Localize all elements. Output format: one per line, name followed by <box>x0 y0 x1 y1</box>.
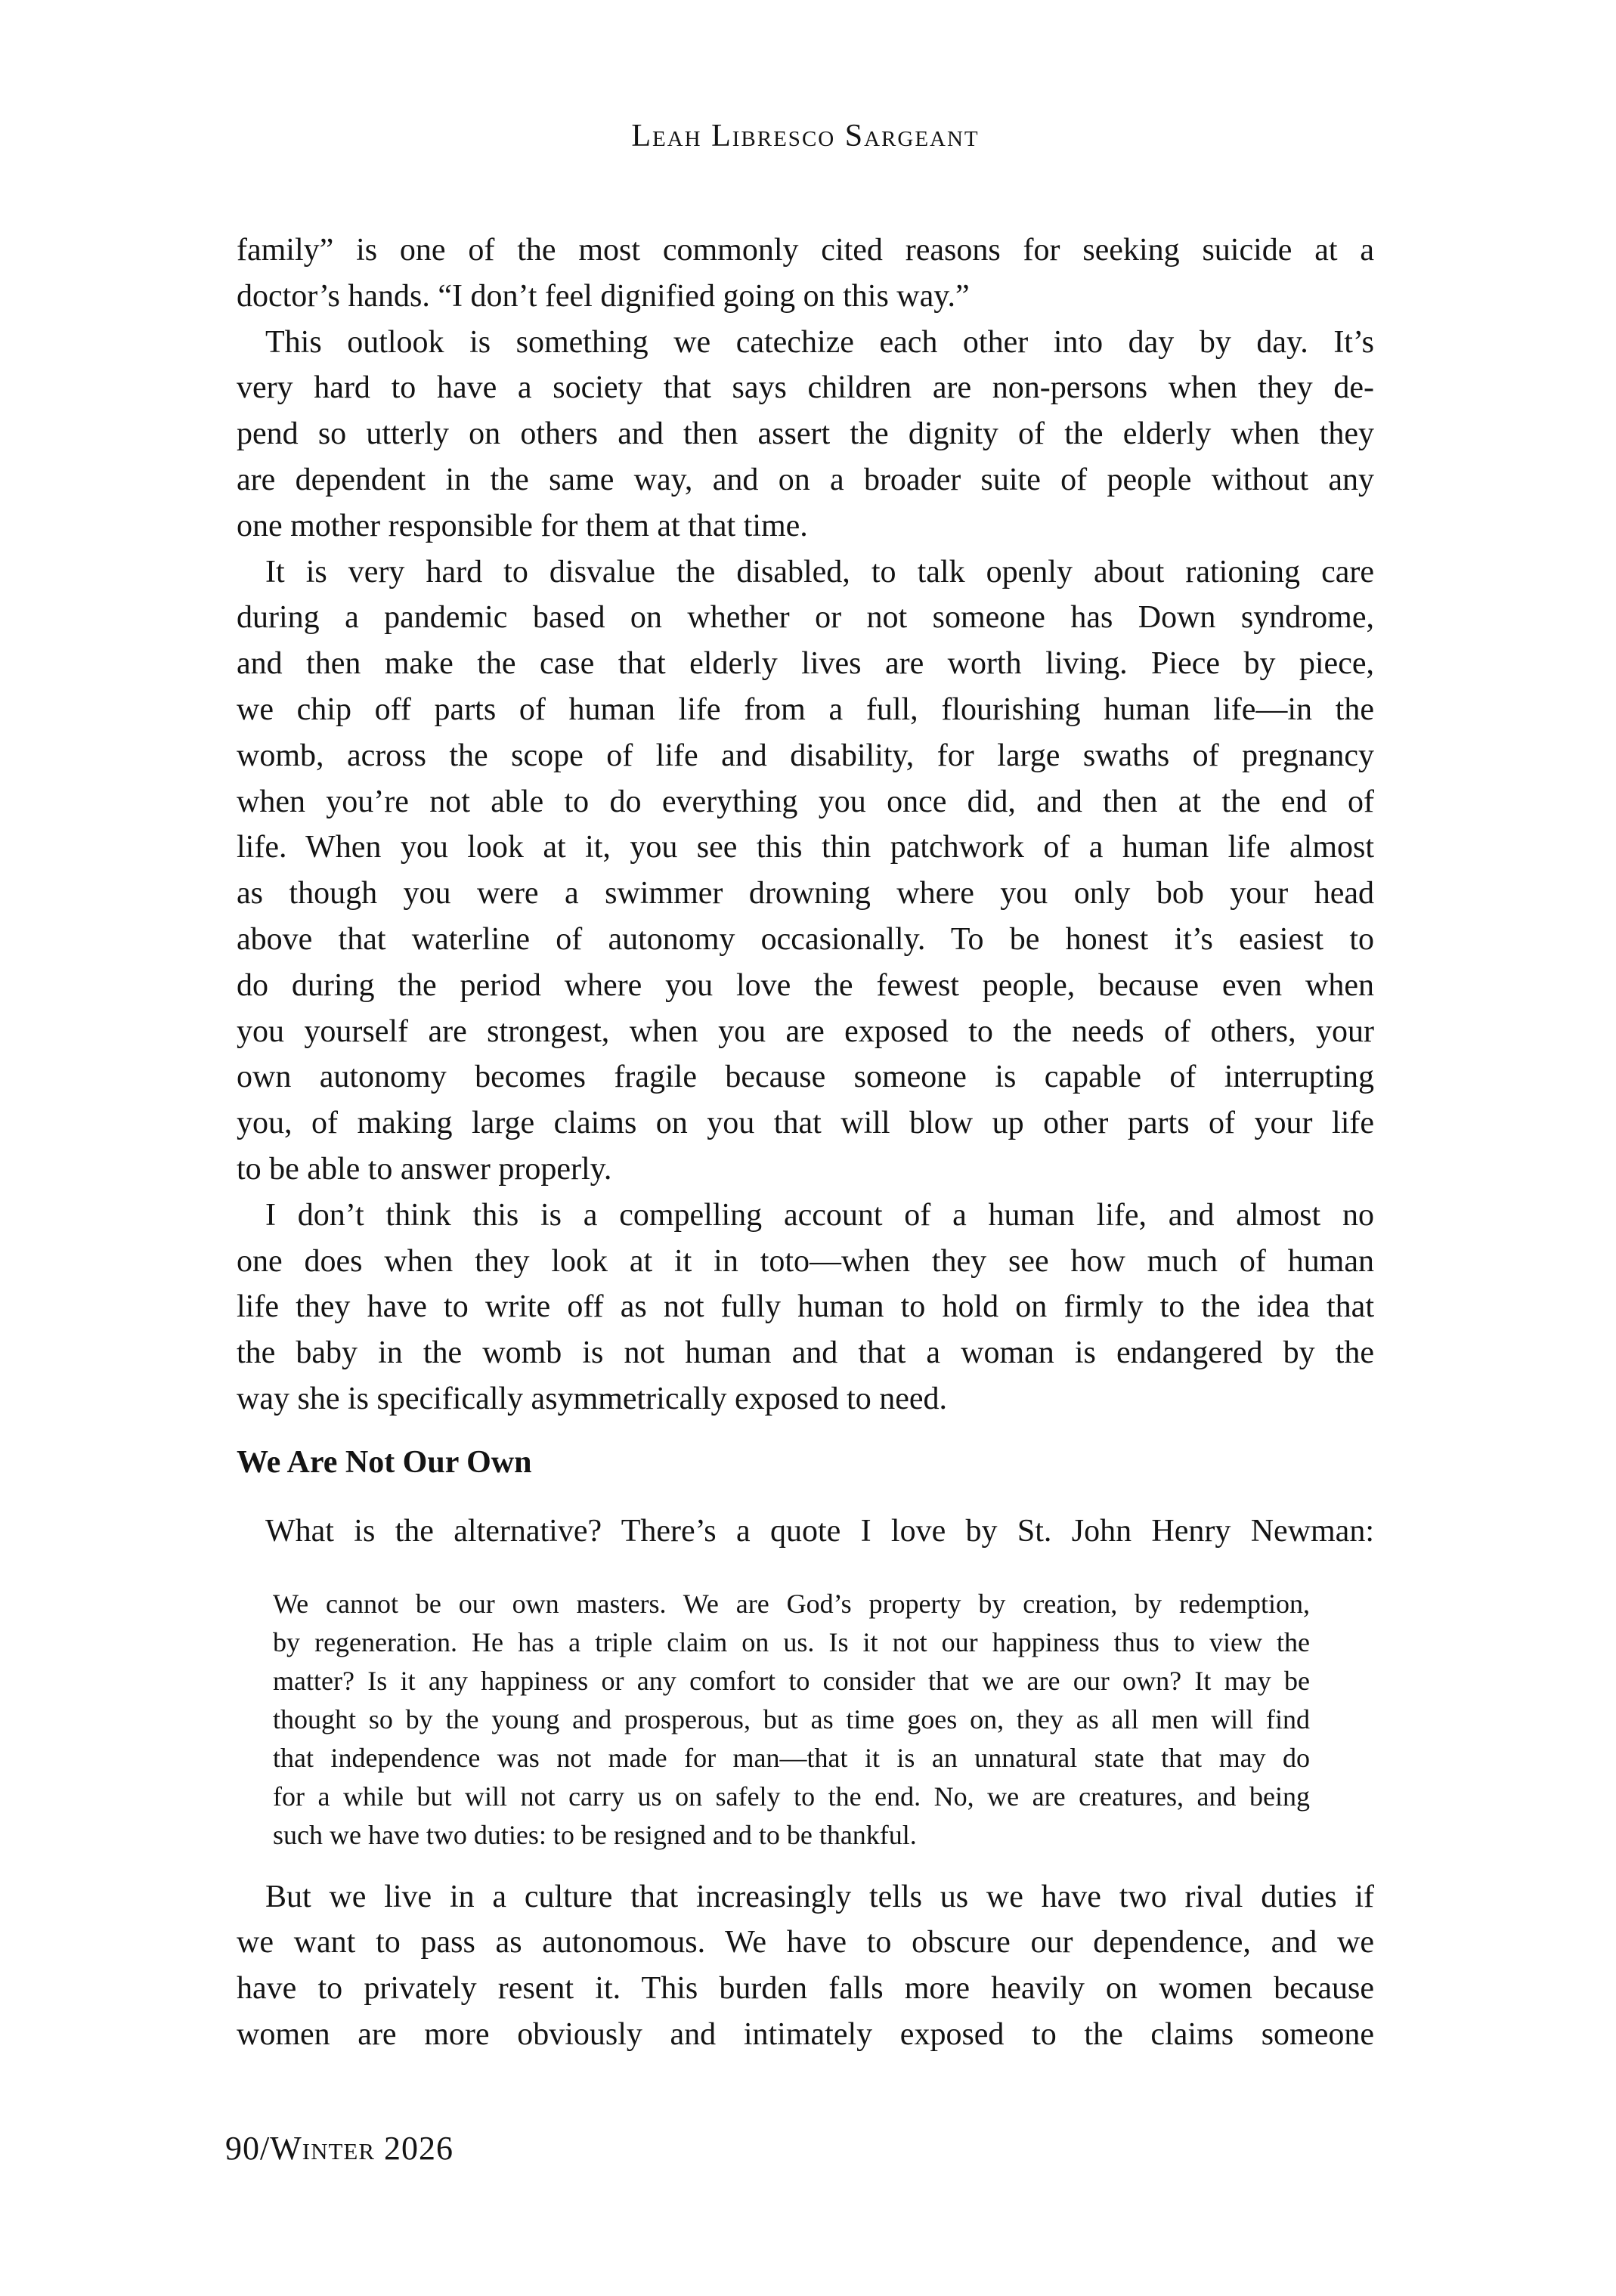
text-line: life they have to write off as not fully human to hold on firmly to the idea that <box>237 1289 1374 1325</box>
text-line: for a while but will not carry us on safely to the end. No, we are creatures, and being <box>273 1781 1310 1812</box>
content-area <box>237 227 1374 2058</box>
text-line: But we live in a culture that increasingly tells us we have two rival duties if <box>265 1879 1374 1914</box>
blockquote <box>273 1585 1310 1855</box>
text-line: very hard to have a society that says children are non-persons when they de- <box>237 370 1374 406</box>
text-line: do during the period where you love the fewest people, because even when <box>237 967 1374 1003</box>
text-line: one mother responsible for them at that time. <box>237 508 808 543</box>
paragraph <box>237 1874 1374 2058</box>
text-line: I don’t think this is a compelling account of a human life, and almost no <box>265 1197 1374 1233</box>
text-line: It is very hard to disvalue the disabled, to talk openly about rationing care <box>265 554 1374 589</box>
text-line: womb, across the scope of life and disability, for large swaths of pregnancy <box>237 738 1374 773</box>
text-line: family” is one of the most commonly cited reasons for seeking suicide at a <box>237 233 1374 268</box>
text-line: This outlook is something we catechize each other into day by day. It’s <box>265 324 1374 360</box>
text-line: we chip off parts of human life from a full, flourishing human life—in the <box>237 692 1374 727</box>
text-line: that independence was not made for man—that it is an unnatural state that may do <box>273 1742 1310 1773</box>
text-line: you yourself are strongest, when you are exposed to the needs of others, your <box>237 1013 1374 1049</box>
text-line: have to privately resent it. This burden falls more heavily on women because <box>237 1971 1374 2007</box>
text-line: when you’re not able to do everything you once did, and then at the end of <box>237 784 1374 819</box>
text-line: own autonomy becomes fragile because someone is capable of interrupting <box>237 1060 1374 1095</box>
text-line: such we have two duties: to be resigned and to be thankful. <box>273 1819 917 1850</box>
page-footer: 90/Winter 2026 <box>225 2130 454 2167</box>
text-line: matter? Is it any happiness or any comfort to consider that we are our own? It may be <box>273 1665 1310 1696</box>
paragraph <box>237 549 1374 1193</box>
text-line: and then make the case that elderly lives are worth living. Piece by piece, <box>237 646 1374 682</box>
text-line: one does when they look at it in toto—when they see how much of human <box>237 1243 1374 1279</box>
text-line: above that waterline of autonomy occasionally. To be honest it’s easiest to <box>237 921 1374 957</box>
running-header-author: Leah Libresco Sargeant <box>631 119 980 153</box>
text-line: doctor’s hands. “I don’t feel dignified going on this way.” <box>237 278 970 314</box>
text-line: way she is specifically asymmetrically exposed to need. <box>237 1381 948 1416</box>
text-line: We cannot be our own masters. We are God’s property by creation, by redemption, <box>273 1588 1310 1619</box>
text-line: as though you were a swimmer drowning where you only bob your head <box>237 876 1374 911</box>
paragraph <box>237 1508 1374 1555</box>
text-line: women are more obviously and intimately exposed to the claims someone <box>237 2016 1374 2052</box>
paragraph <box>237 227 1374 320</box>
text-line: by regeneration. He has a triple claim on us. Is it not our happiness thus to view the <box>273 1626 1310 1657</box>
text-line: thought so by the young and prosperous, but as time goes on, they as all men will find <box>273 1703 1310 1734</box>
text-line: during a pandemic based on whether or not someone has Down syndrome, <box>237 600 1374 636</box>
text-line: pend so utterly on others and then assert the dignity of the elderly when they <box>237 416 1374 452</box>
text-line: life. When you look at it, you see this thin patchwork of a human life almost <box>237 830 1374 865</box>
text-line: to be able to answer properly. <box>237 1151 612 1187</box>
text-line: we want to pass as autonomous. We have to obscure our dependence, and we <box>237 1925 1374 1960</box>
text-line: you, of making large claims on you that will blow up other parts of your life <box>237 1106 1374 1141</box>
section-heading: We Are Not Our Own <box>237 1444 532 1480</box>
paragraph <box>237 320 1374 549</box>
text-line: are dependent in the same way, and on a broader suite of people without any <box>237 462 1374 497</box>
text-line: the baby in the womb is not human and that a woman is endangered by the <box>237 1335 1374 1371</box>
text-line: What is the alternative? There’s a quote I love by St. John Henry Newman: <box>265 1513 1374 1549</box>
paragraph <box>237 1193 1374 1422</box>
